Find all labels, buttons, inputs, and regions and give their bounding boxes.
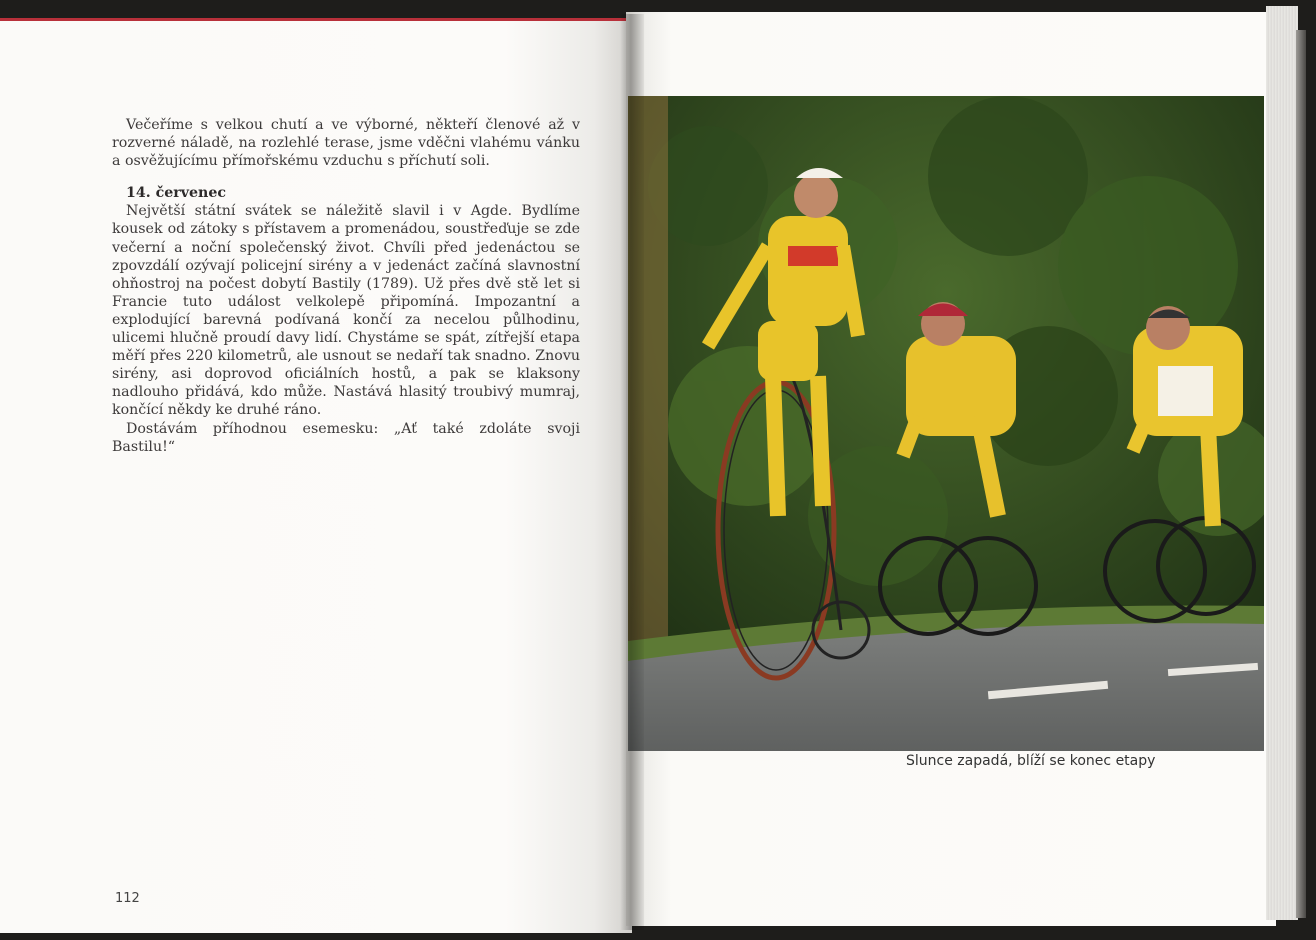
book-cover-edge [1296, 30, 1306, 918]
body-text [112, 116, 580, 456]
section-heading: 14. červenec [126, 185, 227, 202]
book-spine [620, 14, 644, 930]
paragraph-bastille-day: Největší státní svátek se náležitě slavil i v Agde. Bydlíme kousek od zátoky s přístavem a promenádou, soustřeďuje se zde večerní a noční společenský život. Chvíli před jedenáctou se zpovzdálí ozývají policejní sirény a v jedenáct začíná slavnostní ohňostroj na počest dobytí Bastily (1789). Už přes dvě stě let si Francie tuto událost velkolepě připomíná. Impozantní a explodující barevná podívaná končí za necelou půlhodinu, ulicemi hlučně proudí davy lidí. Chystáme se spát, zítřejší etapa měří přes 220 kilometrů, ale usnout se nedaří tak snadno. Znovu sirény, asi doprovod oficiálních hostů, a pak se klaksony nadlouho přidává, kdo může. Nastává hlasitý troubivý mumraj, končící někdy ke druhé ráno. [112, 203, 580, 419]
page-number: 112 [115, 891, 140, 906]
page-edges [1266, 6, 1298, 920]
paragraph-dinner: Večeříme s velkou chutí a ve výborné, někteří členové až v rozverné náladě, na rozlehlé terase, jsme vděčni vlahému vánku a osvěžujícímu přímořskému vzduchu s příchutí soli. [112, 117, 580, 170]
cyclists-photo [628, 96, 1264, 751]
photo-caption: Slunce zapadá, blíží se konec etapy [906, 753, 1156, 769]
paragraph-sms: Dostávám příhodnou esemesku: „Ať také zdoláte svoji Bastilu!“ [112, 420, 580, 455]
left-page [0, 18, 632, 933]
